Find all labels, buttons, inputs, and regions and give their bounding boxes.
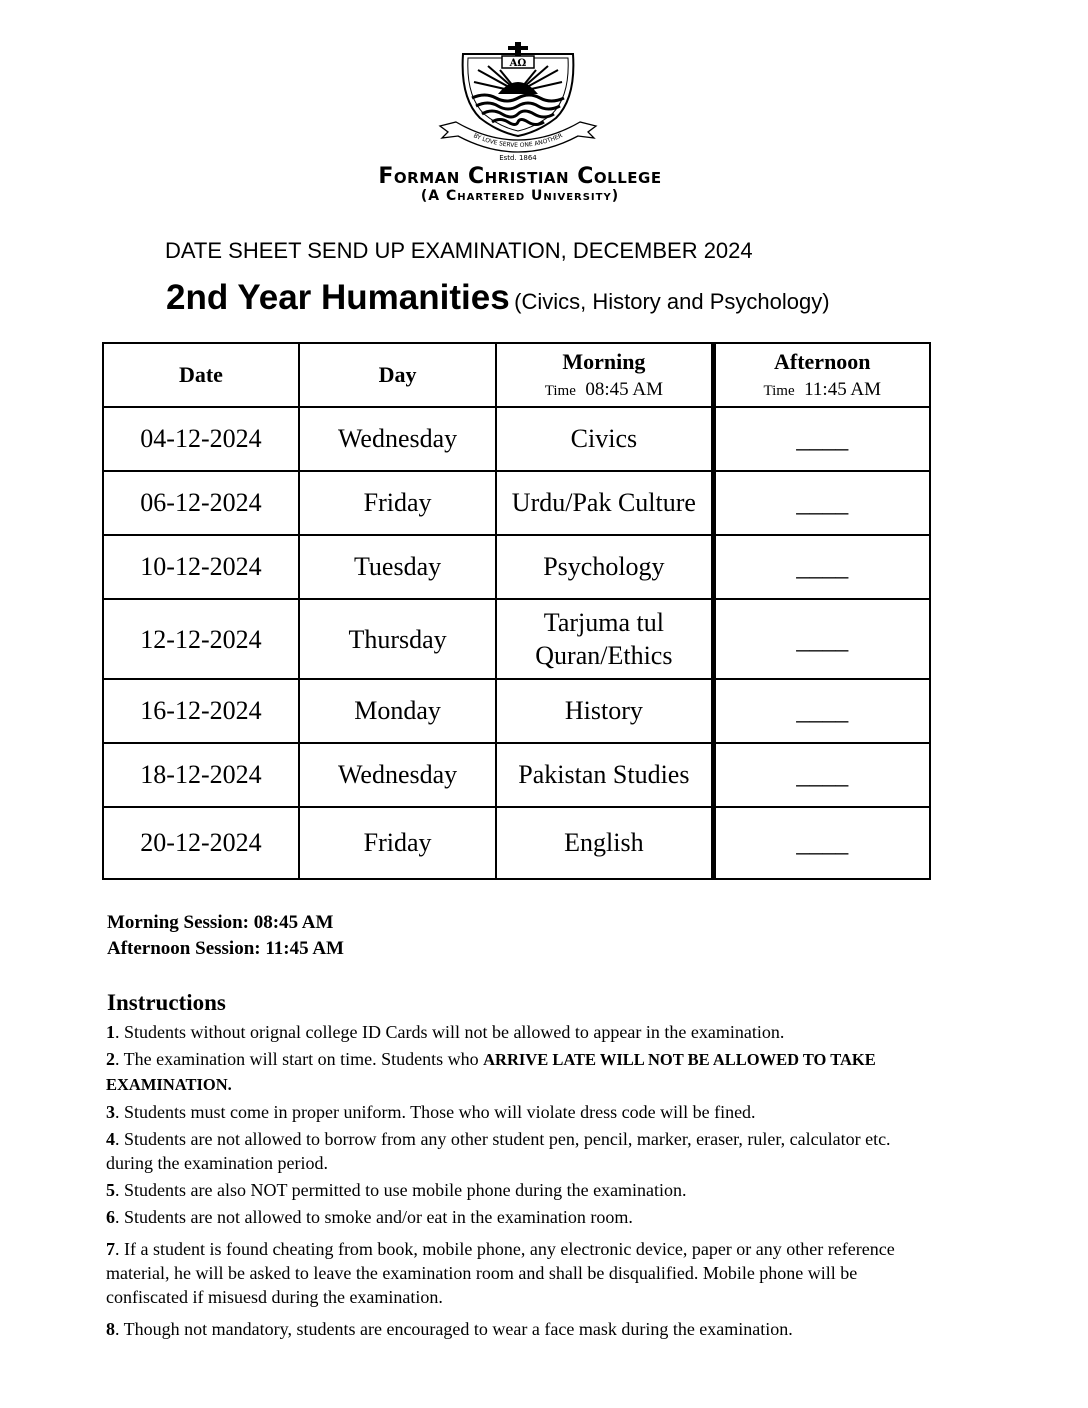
cell-morning: Psychology [496, 535, 713, 599]
instruction-item: 2. The examination will start on time. Students who ARRIVE LATE WILL NOT BE ALLOWED TO TAKE EXAMINATION. [106, 1049, 876, 1094]
afternoon-session: Afternoon Session: 11:45 AM [107, 938, 344, 959]
cell-date: 20-12-2024 [103, 807, 299, 879]
header-date: Date [103, 343, 299, 407]
cell-date: 12-12-2024 [103, 599, 299, 679]
instruction-item: 4. Students are not allowed to borrow from any other student pen, pencil, marker, eraser, ruler, calculator etc. during the examination period. [106, 1129, 891, 1173]
college-crest-logo [438, 40, 598, 162]
program-main: 2nd Year Humanities [166, 278, 510, 317]
instruction-item: 8. Though not mandatory, students are encouraged to wear a face mask during the examination. [106, 1319, 793, 1339]
cell-morning: History [496, 679, 713, 743]
header-afternoon-time: Time 11:45 AM [763, 379, 882, 400]
cell-date: 18-12-2024 [103, 743, 299, 807]
cell-afternoon: ____ [713, 679, 930, 743]
cell-date: 16-12-2024 [103, 679, 299, 743]
instructions-list [106, 1020, 906, 1344]
cell-date: 04-12-2024 [103, 407, 299, 471]
table-row [103, 599, 930, 679]
college-name: Forman Christian College [378, 164, 662, 189]
cell-morning-line2: Quran/Ethics [535, 641, 673, 670]
cell-day: Wednesday [299, 407, 496, 471]
college-subtitle: (A Chartered University) [420, 188, 620, 204]
svg-text:BY LOVE SERVE ONE ANOTHER: BY LOVE SERVE ONE ANOTHER [472, 132, 564, 150]
cell-afternoon: ____ [713, 599, 930, 679]
instruction-item: 5. Students are also NOT permitted to use mobile phone during the examination. [106, 1180, 687, 1200]
cell-morning: Civics [496, 407, 713, 471]
cell-day: Friday [299, 807, 496, 879]
instructions-heading: Instructions [107, 990, 226, 1015]
instruction-item: 6. Students are not allowed to smoke and/or eat in the examination room. [106, 1207, 633, 1227]
program-subjects: (Civics, History and Psychology) [514, 289, 830, 314]
table-row [103, 679, 930, 743]
table-row [103, 471, 930, 535]
cell-day: Wednesday [299, 743, 496, 807]
cell-morning: Urdu/Pak Culture [496, 471, 713, 535]
cell-morning: English [496, 807, 713, 879]
header-morning-label: Morning [562, 349, 646, 374]
header-day: Day [299, 343, 496, 407]
cell-afternoon: ____ [713, 471, 930, 535]
table-header-row [103, 343, 930, 407]
svg-text:Estd. 1864: Estd. 1864 [499, 154, 537, 162]
morning-session: Morning Session: 08:45 AM [107, 912, 334, 933]
cell-morning-line1: Tarjuma tul [543, 608, 664, 637]
cell-afternoon: ____ [713, 407, 930, 471]
header-morning-time: Time 08:45 AM [544, 379, 663, 400]
date-sheet-table [102, 342, 931, 880]
table-row [103, 743, 930, 807]
svg-text:AΩ: AΩ [509, 58, 527, 69]
table-row [103, 535, 930, 599]
header-afternoon-label: Afternoon [774, 349, 871, 374]
table-row [103, 407, 930, 471]
instruction-item: 7. If a student is found cheating from book, mobile phone, any electronic device, paper or any other reference material, he will be asked to leave the examination room and shall be disqualified. Mobile phone will be confiscated if misuesd during the examination. [106, 1239, 895, 1307]
cell-afternoon: ____ [713, 743, 930, 807]
cell-day: Monday [299, 679, 496, 743]
cell-morning: Pakistan Studies [496, 743, 713, 807]
cell-afternoon: ____ [713, 807, 930, 879]
instruction-item: 1. Students without orignal college ID Cards will not be allowed to appear in the examination. [106, 1022, 785, 1042]
cell-day: Tuesday [299, 535, 496, 599]
header-afternoon [713, 343, 930, 407]
cell-date: 10-12-2024 [103, 535, 299, 599]
cell-date: 06-12-2024 [103, 471, 299, 535]
session-times [107, 910, 344, 962]
cell-day: Thursday [299, 599, 496, 679]
cell-day: Friday [299, 471, 496, 535]
date-sheet-title: DATE SHEET SEND UP EXAMINATION, DECEMBER 2024 [165, 238, 753, 263]
table-row [103, 807, 930, 879]
cell-morning [496, 599, 713, 679]
instruction-item: 3. Students must come in proper uniform. Those who will violate dress code will be fined. [106, 1102, 756, 1122]
header-morning [496, 343, 713, 407]
cell-afternoon: ____ [713, 535, 930, 599]
program-title [166, 278, 830, 318]
